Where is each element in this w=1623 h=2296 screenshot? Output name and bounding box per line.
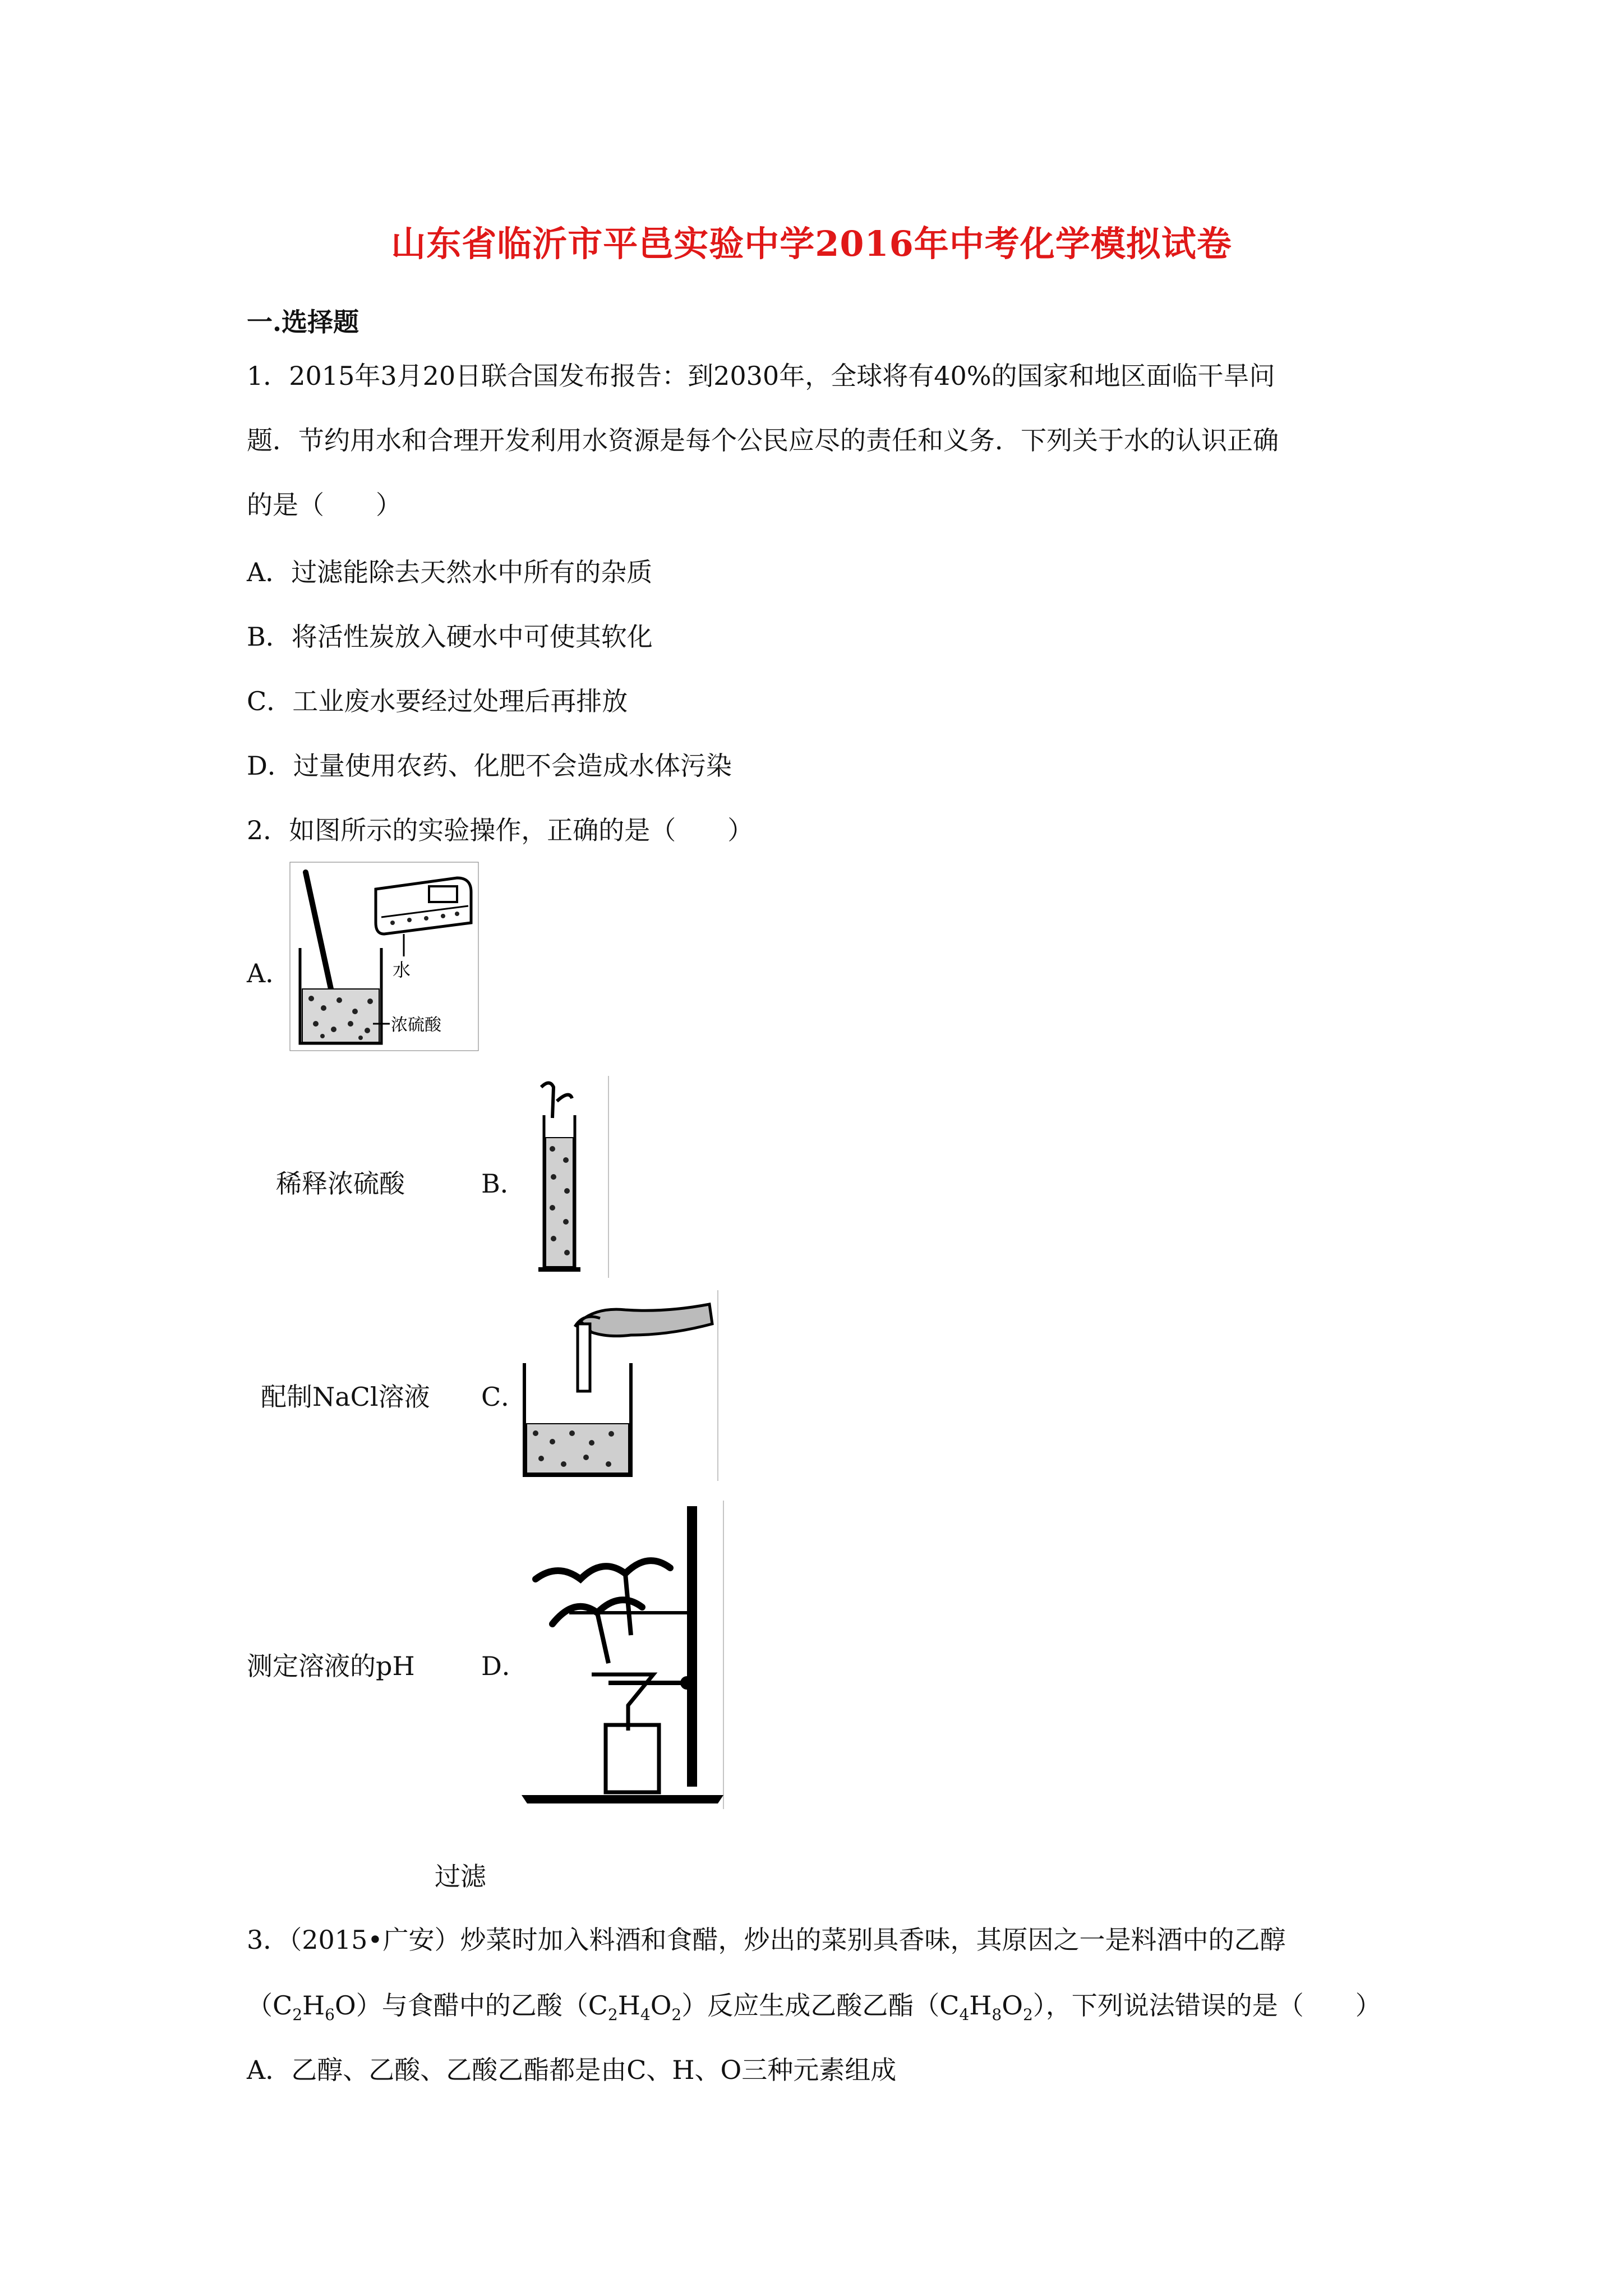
acid-label: 浓硫酸: [391, 1015, 441, 1035]
q2-caption-d: 过滤: [435, 1861, 486, 1892]
ph-test-figure: [519, 1290, 721, 1481]
q2-option-b-letter: B．: [481, 1168, 526, 1199]
q1-option-a: A．过滤能除去天然水中所有的杂质: [247, 557, 653, 587]
q1-stem-line-2: 题．节约用水和合理开发利用水资源是每个公民应尽的责任和义务．下列关于水的认识正确: [247, 425, 1279, 455]
nacl-solution-figure: [519, 1076, 614, 1278]
q1-option-c: C．工业废水要经过处理后再排放: [247, 686, 628, 716]
q3-stem-line-2: $(C_2H_6O)$与食醋中的乙酸$(C_2H_4O_2)$反应生成乙酸乙酯$(C_4H_8O_2)$，下列说法错误的是（ ）: [247, 1990, 1381, 2024]
page-title: 山东省临沂市平邑实验中学2016年中考化学模拟试卷: [391, 223, 1232, 264]
q2-caption-a: 稀释浓硫酸: [276, 1168, 405, 1199]
q1-option-b: B．将活性炭放入硬水中可使其软化: [247, 622, 653, 652]
q1-stem-line-1: 1．2015年3月20日联合国发布报告：到2030年，全球将有40%的国家和地区面临干旱问: [247, 361, 1275, 391]
q1-stem-line-3: 的是（ ）: [247, 490, 402, 520]
q2-caption-b: 配制NaCl溶液: [261, 1382, 430, 1412]
section-heading: 一.选择题: [247, 307, 359, 337]
q2-option-a-letter: A．: [247, 958, 292, 988]
q2-option-d-letter: D．: [481, 1651, 528, 1681]
water-label: 水: [393, 959, 411, 981]
q3-option-a: A．乙醇、乙酸、乙酸乙酯都是由C、H、O三种元素组成: [247, 2055, 897, 2085]
q2-caption-c: 测定溶液的pH: [247, 1651, 415, 1681]
q2-option-c-letter: C．: [481, 1382, 527, 1412]
q3-stem-line-1: 3．（2015•广安）炒菜时加入料酒和食醋，炒出的菜别具香味，其原因之一是料酒中的乙醇: [247, 1925, 1286, 1955]
q2-stem: 2．如图所示的实验操作，正确的是（ ）: [247, 815, 754, 845]
dilute-sulfuric-acid-figure: [289, 861, 479, 1052]
q1-option-d: D．过量使用农药、化肥不会造成水体污染: [247, 751, 732, 781]
filtration-figure: [519, 1501, 726, 1809]
